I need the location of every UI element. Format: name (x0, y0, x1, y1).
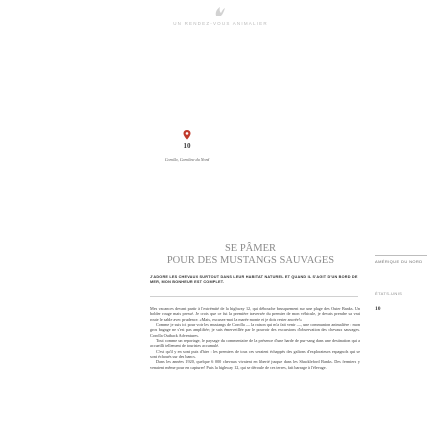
sidebar-divider (375, 255, 427, 256)
article-paragraph: Comme je suis ici pour voir les mustangs de Corolla — la raison qui m'a fait venir —, une communion animalière : mon gros bagage ne s'est pas amplifiée; je suis émerveillée par le pouvoir des excursions d'observation des chevaux sauvages. Corolla Outback Adventures. (150, 322, 360, 338)
article-title-line-2: POUR DES MUSTANGS SAUVAGES (166, 255, 335, 266)
article-paragraph: Dans les années 1920, quelque 6 000 chevaux vivaient en liberté jusque dans les Shackleford Banks. Des fermiers y venaient même pour en capturer! Puis la highway 12, qui se déroule de ces terres, fait barrage à l'élevage. (150, 359, 360, 370)
location-number: 10 (183, 142, 191, 150)
article-paragraph: Tout comme un reportage, le paysage du commentaire de la présence d'une harde de pur-sang dans une destination qui a accueilli tellement de touristes accumulé. (150, 338, 360, 349)
sidebar-number: 10 (375, 306, 381, 312)
article-title-line-1: SE PÂMER (224, 243, 277, 254)
article-lede: J'ADORE LES CHEVAUX SURTOUT DANS LEUR HABITAT NATUREL ET QUAND IL S'AGIT D'UN BORD DE MER, MON BONHEUR EST COMPLET. (150, 275, 358, 285)
brand-tagline: UN RENDEZ-VOUS ANIMALIER (173, 21, 268, 26)
article-paragraph: C'est qu'il y en sont puis d'hier : les premiers de tous ces seraient échappés des galions d'explorateurs espagnols qui se sont échoués sur des bancs. (150, 348, 360, 360)
sidebar-country-label: ÉTATS-UNIS (375, 291, 403, 296)
lede-divider (150, 296, 358, 297)
photo-credit: Corolla, Caroline du Nord (164, 157, 210, 162)
sidebar-region-label: AMÉRIQUE DU NORD (375, 259, 423, 264)
article-body (150, 306, 360, 370)
article-paragraph: Mes vacances devant partir à l'extrémité de la highway 12, qui débouche brusquement sur une plage des Outer Banks. Un bolder rouge mais pressé. Je crois que ce fut la première traversée du premier de mon véhicule, je devais prendre sa vrai route le sable avec prudence. «Mais, excusez-moi la marée monte et je dois rester ancrée!» (150, 306, 360, 322)
pawprint-icon (211, 5, 229, 17)
map-pin-icon (183, 130, 191, 140)
